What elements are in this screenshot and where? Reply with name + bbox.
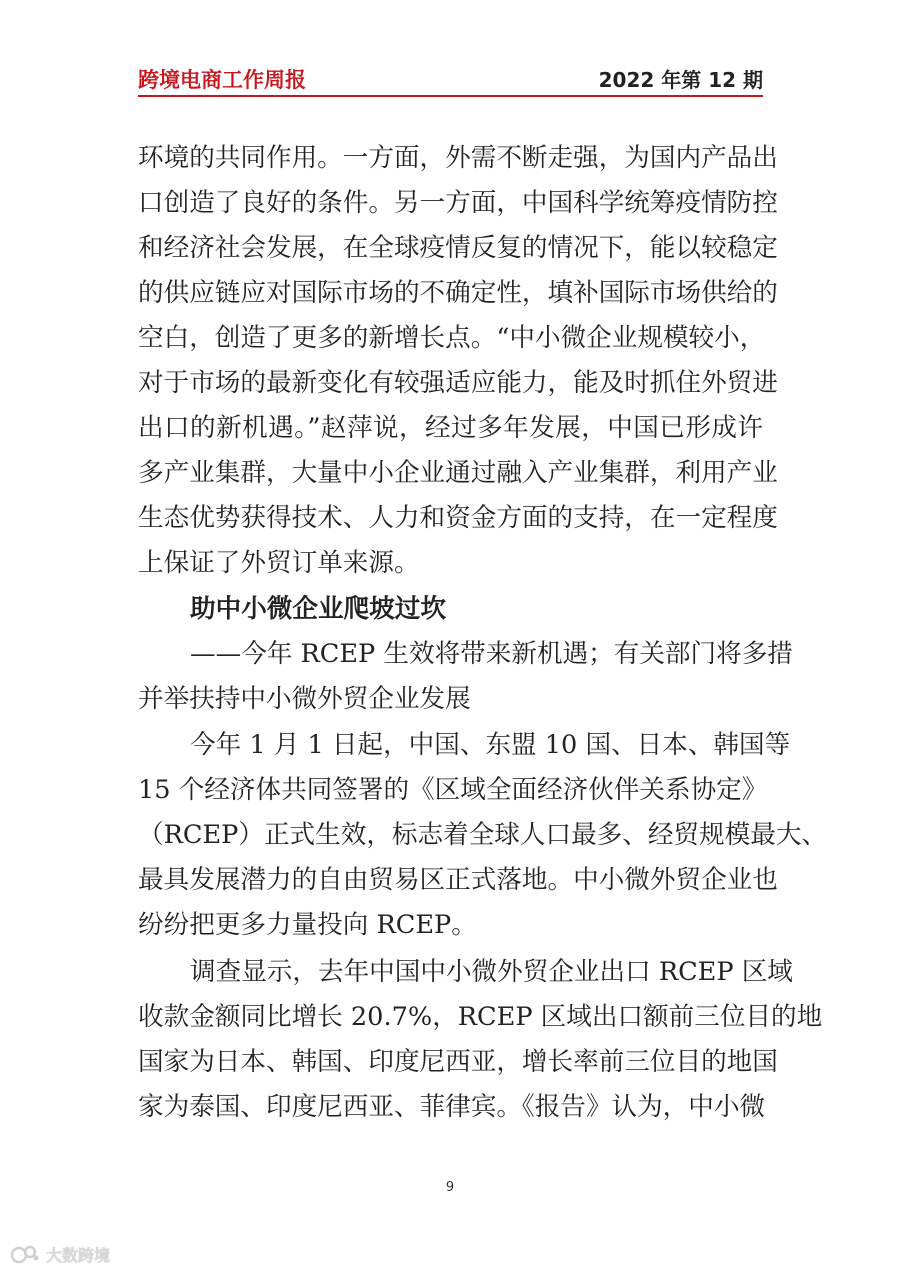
body-line: 调查显示，去年中国中小微外贸企业出口 RCEP 区域 [190,957,793,987]
body-line: 国家为日本、韩国、印度尼西亚，增长率前三位目的地国 [138,1047,778,1077]
body-line: 上保证了外贸订单来源。 [138,548,420,578]
body-line: 15 个经济体共同签署的《区域全面经济伙伴关系协定》 [138,775,768,805]
body-line: 多产业集群，大量中小企业通过融入产业集群，利用产业 [138,458,778,488]
body-line: 生态优势获得技术、人力和资金方面的支持，在一定程度 [138,503,778,533]
body-line: 出口的新机遇。”赵萍说，经过多年发展，中国已形成许 [138,413,763,443]
header-divider [138,95,763,97]
body-line: 空白，创造了更多的新增长点。“中小微企业规模较小， [138,323,766,353]
section-subheading: 并举扶持中小微外贸企业发展 [138,684,471,714]
watermark-text: 大数跨境 [46,1245,111,1265]
body-line: 环境的共同作用。一方面，外需不断走强，为国内产品出 [138,143,778,173]
body-line: 纷纷把更多力量投向 RCEP。 [138,910,477,940]
brand-logo-icon [10,1243,40,1265]
body-line: 最具发展潜力的自由贸易区正式落地。中小微外贸企业也 [138,865,778,895]
body-line: 对于市场的最新变化有较强适应能力，能及时抓住外贸进 [138,368,778,398]
body-line: 家为泰国、印度尼西亚、菲律宾。《报告》认为，中小微 [138,1092,766,1122]
body-line: 的供应链应对国际市场的不确定性，填补国际市场供给的 [138,278,778,308]
issue-number: 2022 年第 12 期 [598,68,763,92]
watermark [10,1242,110,1266]
body-line: 收款金额同比增长 20.7%，RCEP 区域出口额前三位目的地 [138,1002,823,1032]
publication-title: 跨境电商工作周报 [138,68,306,92]
body-line: 口创造了良好的条件。另一方面，中国科学统筹疫情防控 [138,188,778,218]
section-heading: 助中小微企业爬坡过坎 [190,594,446,624]
body-line: 和经济社会发展，在全球疫情反复的情况下，能以较稳定 [138,233,778,263]
body-line: 今年 1 月 1 日起，中国、东盟 10 国、日本、韩国等 [190,730,791,760]
section-subheading: ——今年 RCEP 生效将带来新机遇；有关部门将多措 [190,639,793,669]
page-number: 9 [445,1180,455,1195]
page-header [138,64,763,94]
body-line: （RCEP）正式生效，标志着全球人口最多、经贸规模最大、 [138,820,828,850]
